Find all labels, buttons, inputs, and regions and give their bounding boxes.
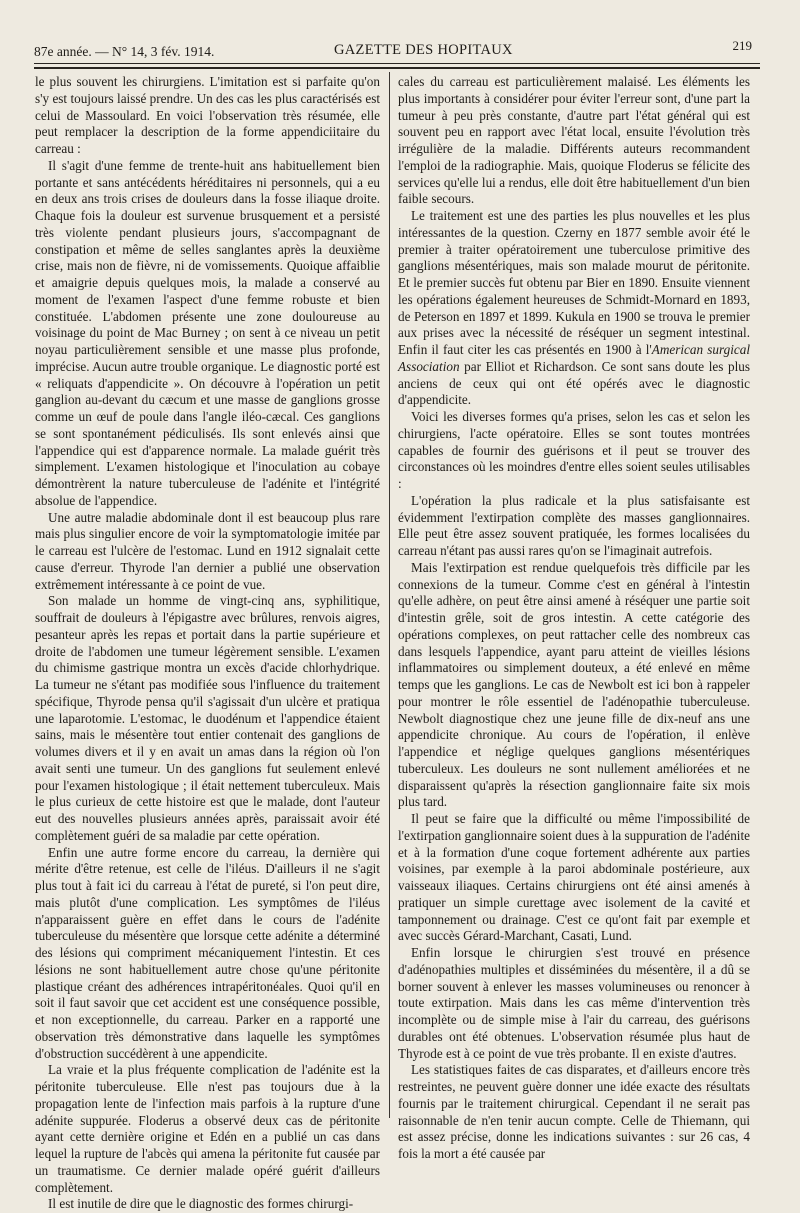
- text-run: Le traitement est une des parties les plus nouvelles et les plus intéressantes de la question. Czerny en 1877 semble avoir été le premier à traiter opératoirement une tuberculose primitive des ganglions mésentériques, mais son malade mourut de péritonite. Et le premier succès fut obtenu par Bier en 1890. Ensuite viennent les opérations également heureuses de Schmidt-Mornard en 1893, de Peterson en 1897 et 1899. Kukula en 1900 se trouva le premier aux prises avec la nécessité de réséquer un segment intestinal. Enfin il faut citer les cas présentés en 1900 à l': [398, 208, 750, 357]
- paragraph: Son malade un homme de vingt-cinq ans, syphilitique, souffrait de douleurs à l'épigastre avec brûlures, renvois aigres, pesanteur après les repas et portait dans la partie supérieure et droite de l'abdomen une tumeur légèrement sensible. L'examen du chimisme gastrique montra un excès d'acide chlorhydrique. La tumeur ne s'étant pas modifiée sous l'influence du traitement spécifique, Thyrode pensa qu'il s'agissait d'un ulcère et pratiqua une laparotomie. L'estomac, le duodénum et l'appendice étaient sains, mais le mésentère tout entier contenait des ganglions de volumes divers et il y en avait un amas dans la région où l'on avait senti une tumeur. Un des ganglions fut seulement enlevé pour l'examen histologique ; il était nettement tuberculeux. Mais le plus curieux de cette histoire est que le malade, dont l'auteur eut des nouvelles plusieurs années après, paraissait avoir été complètement guéri de sa maladie par cette opération.: [35, 593, 380, 843]
- left-column: [35, 74, 380, 1213]
- paragraph: cales du carreau est particulièrement malaisé. Les éléments les plus importants à considérer pour éviter l'erreur sont, d'une part la tumeur à peu près constante, d'autre part l'état général qui est souvent peu en rapport avec l'état local, ensuite l'évolution très irrégulière de la maladie. Différents auteurs recommandent l'emploi de la radiographie. Mais, quoique Floderus se félicite des services qu'elle lui a rendus, elle doit être habituellement d'un bien faible secours.: [398, 74, 750, 207]
- header-rule-double: [34, 67, 760, 69]
- paragraph: Les statistiques faites de cas disparates, et d'ailleurs encore très restreintes, ne peuvent guère donner une idée exacte des résultats fournis par le traitement chirurgical. Cependant il ne serait pas raisonnable de n'en tenir aucun compte. Celle de Thiemann, qui est assez précise, donne les indications suivantes : sur 26 cas, 4 fois la mort a été causée par: [398, 1062, 750, 1161]
- paragraph: Il s'agit d'une femme de trente-huit ans habituellement bien portante et sans antécédents héréditaires ni personnels, qui a eu en deux ans trois crises de douleurs dans la fosse iliaque droite. Chaque fois la douleur est survenue brusquement et a persisté très violente pendant plusieurs jours, s'accompagnant de constipation et même de selles sanglantes après la deuxième crise, mais non de fièvre, ni de vomissements. Quoique affaiblie et amaigrie depuis quelques mois, la malade a conservé au moment de l'examen l'aspect d'une femme robuste et bien constituée. L'abdomen présente une zone douloureuse au voisinage du point de Mac Burney ; on sent à ce niveau un petit noyau particulièrement sensible et une masse plus profonde, imprécise. Aucun autre trouble organique. Le diagnostic porté est « reliquats d'appendicite ». On découvre à l'opération un petit ganglion au-devant du cæcum et une masse de ganglions grosse comme un œuf de poule dans l'angle iléo-cæcal. Ces ganglions se sont spontanément pédiculisés. Ils sont enlevés ainsi que l'appendice qui est d'apparence normale. La malade guérit très simplement. L'examen histologique et l'inoculation au cobaye démontrèrent la nature tuberculeuse de l'adénite et l'intégrité absolue de l'appendice.: [35, 157, 380, 508]
- paragraph: Enfin une autre forme encore du carreau, la dernière qui mérite d'être retenue, est celle de l'iléus. D'ailleurs il ne s'agit plus tout à fait ici du carreau à l'état de pureté, si l'on peut dire, mais plutôt d'une complication. Les symptômes de l'iléus n'apparaissent guère en effet dans le cours de l'adénite tuberculeuse du mésentère que lorsque cette adénite a déterminé des lésions qui compriment mécaniquement l'intestin. Et ces lésions ne sont habituellement autre chose qu'une péritonite plastique créant des adhérences intrapéritonéales. Quoi qu'il en soit il faut savoir que cet accident est une conséquence possible, et non exceptionnelle, du carreau. Parker en a rapporté une observation très démonstrative dans laquelle les symptômes d'obstruction succédèrent à une appendicite.: [35, 844, 380, 1061]
- paragraph: La vraie et la plus fréquente complication de l'adénite est la péritonite tuberculeuse. Elle n'est pas toujours due à la propagation lente de l'infection mais parfois à la rupture d'une adénite suppurée. Floderus a observé deux cas de péritonite ayant cette dernière origine et Edén en a publié un cas dans lequel la rupture de l'abcès qui amena la péritonite fut causée par un traumatisme. Ce dernier malade opéré guérit d'ailleurs complètement.: [35, 1062, 380, 1195]
- page-header: [34, 36, 752, 66]
- issue-line: 87e année. — N° 14, 3 fév. 1914.: [34, 44, 215, 59]
- text-run: par Elliot et Richardson. Ce sont sans doute les plus anciens de ceux qui ont été opérés avec le diagnostic d'appendicite.: [398, 358, 750, 408]
- right-column: [398, 74, 750, 1163]
- journal-title: GAZETTE DES HOPITAUX: [334, 42, 513, 58]
- header-rule: [34, 63, 760, 64]
- paragraph: L'opération la plus radicale et la plus satisfaisante est évidemment l'extirpation complète des masses ganglionnaires. Elle peut être assez souvent pratiquée, les formes localisées du carreau n'étant pas aussi rares qu'on se l'imaginait autrefois.: [398, 492, 750, 558]
- column-divider: [389, 72, 390, 1118]
- italic-journal-name: American surgical Association: [398, 342, 750, 374]
- paragraph: le plus souvent les chirurgiens. L'imitation est si parfaite qu'on s'y est toujours laissé prendre. Un des cas les plus caractérisés est celui de Massoulard. En voici l'observation très résumée, elle peut remplacer la description de la forme appendiciitaire du carreau :: [35, 74, 380, 156]
- paragraph: Enfin lorsque le chirurgien s'est trouvé en présence d'adénopathies multiples et disséminées du mésentère, il a dû se borner souvent à enlever les masses volumineuses ou renoncer à toute extirpation. Mais dans les cas même d'intervention très incomplète ou de simple mise à l'air du carreau, des guérisons durables ont été obtenues. L'observation résumée plus haut de Thyrode est à ce point de vue très probante. Il en existe d'autres.: [398, 945, 750, 1061]
- paragraph: Une autre maladie abdominale dont il est beaucoup plus rare mais plus singulier encore de voir la symptomatologie imitée par le carreau est l'ulcère de l'estomac. Lund en 1912 signalait cette cause d'erreur. Thyrode l'an dernier a publié une observation extrêmement intéressante à ce point de vue.: [35, 509, 380, 592]
- paragraph: [398, 208, 750, 409]
- page-number: 219: [732, 38, 752, 53]
- paragraph: Il peut se faire que la difficulté ou même l'impossibilité de l'extirpation ganglionnaire soient dues à la suppuration de l'adénite et à la formation d'une coque fortement adhérente aux parties voisines, par exemple à la paroi abdominale postérieure, aux vaisseaux iliaques. Certains chirurgiens ont été ainsi amenés à pratiquer un simple curettage avec isolement de la cavité et tamponnement ou drainage. C'est ce qu'ont fait par exemple et avec succès Gérard-Marchant, Casati, Lund.: [398, 811, 750, 944]
- paragraph: Il est inutile de dire que le diagnostic des formes chirurgi-: [48, 1196, 354, 1212]
- paragraph: Mais l'extirpation est rendue quelquefois très difficile par les connexions de la tumeur. Comme c'est en général à l'intestin qu'elle adhère, on peut être ainsi amené à réséquer une partie soit d'intestin grêle, soit de gros intestin. A cette catégorie des opérations complexes, on peut rattacher celle des nombreux cas dans lesquels l'appendice, ayant paru atteint de vieilles lésions inflammatoires ou simplement douteux, a été enlevé en même temps que les ganglions. Le cas de Newbolt est ici bon à rappeler pour montrer le rôle essentiel de l'adénopathie tuberculeuse. Newbolt diagnostique chez une jeune fille de dix-neuf ans une appendicite chronique. Au cours de l'opération, il enlève l'appendice et néglige quelques ganglions mésentériques tuberculeux. Les douleurs ne sont nullement améliorées et ne disparaissent qu'après la résection ganglionnaire faite six mois plus tard.: [398, 559, 750, 810]
- paragraph: Voici les diverses formes qu'a prises, selon les cas et selon les chirurgiens, l'acte opératoire. Elles se sont toutes montrées capables de fournir des guérisons et il peut se trouver des circonstances où les moindres d'entre elles soient seules utilisables :: [398, 409, 750, 491]
